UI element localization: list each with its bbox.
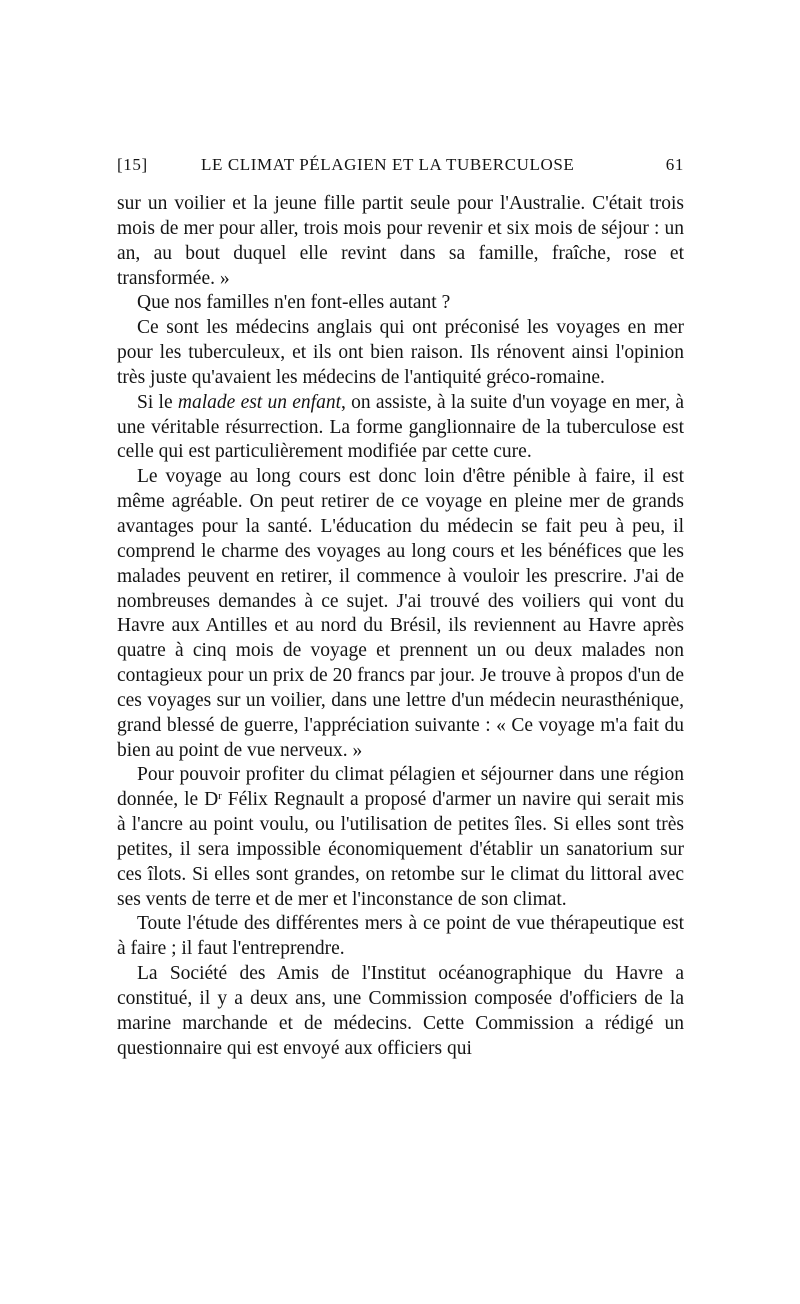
page-number: 61	[665, 155, 684, 174]
paragraph-1: sur un voilier et la jeune fille partit seule pour l'Australie. C'était trois mois de mer pour aller, trois mois pour revenir et six mois de séjour : un an, au bout duquel elle revint dans sa famille, fraîche, rose et transformée. »	[117, 193, 684, 289]
paragraph-4-start: Si le	[137, 391, 178, 413]
running-head	[117, 155, 684, 179]
paragraph-6	[117, 763, 684, 912]
paragraph-6-start: Pour pouvoir profiter du climat pélagien et séjourner dans une région donnée, le D	[117, 764, 684, 811]
paragraph-5: Le voyage au long cours est donc loin d'être pénible à faire, il est même agréable. On peut retirer de ce voyage en pleine mer de grands avantages pour la santé. L'éducation du médecin se fait peu à peu, il comprend le charme des voyages au long cours et les bénéfices que les malades peuvent en retirer, il commence à vouloir les prescrire. J'ai de nombreuses demandes à ce sujet. J'ai trouvé des voiliers qui vont du Havre aux Antilles et au nord du Brésil, ils reviennent au Havre après quatre à cinq mois de voyage et prennent un ou deux malades non contagieux pour un prix de 20 francs par jour. Je trouve à propos d'un de ces voyages sur un voilier, dans une lettre d'un médecin neurasthénique, grand blessé de guerre, l'appréciation suivante : « Ce voyage m'a fait du bien au point de vue nerveux. »	[117, 466, 684, 761]
paragraph-6-rest: Félix Regnault a proposé d'armer un navire qui serait mis à l'ancre au point voulu, ou l'utilisation de petites îles. Si elles sont très petites, il sera impossible économiquement d'établir un sanatorium sur ces îlots. Si elles sont grandes, on retombe sur le climat du littoral avec ses vents de terre et de mer et l'inconstance de son climat.	[117, 789, 685, 910]
running-title: LE CLIMAT PÉLAGIEN ET LA TUBERCULOSE	[201, 155, 575, 174]
paragraph-7: Toute l'étude des différentes mers à ce point de vue thérapeutique est à faire ; il faut l'entreprendre.	[117, 913, 684, 960]
italic-phrase: malade est un enfant	[177, 391, 342, 413]
paragraph-4	[117, 391, 684, 466]
paragraph-4-rest: , on assiste, à la suite d'un voyage en mer, à une véritable résurrection. La forme ganglionnaire de la tuberculose est celle qui est particulièrement modifiée par cette cure.	[117, 391, 684, 463]
section-number: [15]	[117, 155, 148, 174]
doctor-abbreviation-superscript: r	[218, 790, 222, 803]
body-text	[117, 192, 684, 1062]
paragraph-3: Ce sont les médecins anglais qui ont préconisé les voyages en mer pour les tuberculeux, et ils ont bien raison. Ils rénovent ainsi l'opinion très juste qu'avaient les médecins de l'antiquité gréco-romaine.	[117, 317, 684, 388]
paragraph-2: Que nos familles n'en font-elles autant ?	[137, 292, 451, 314]
paragraph-8: La Société des Amis de l'Institut océanographique du Havre a constitué, il y a deux ans, une Commission composée d'officiers de la marine marchande et de médecins. Cette Commission a rédigé un questionnaire qui est envoyé aux officiers qui	[117, 963, 684, 1059]
